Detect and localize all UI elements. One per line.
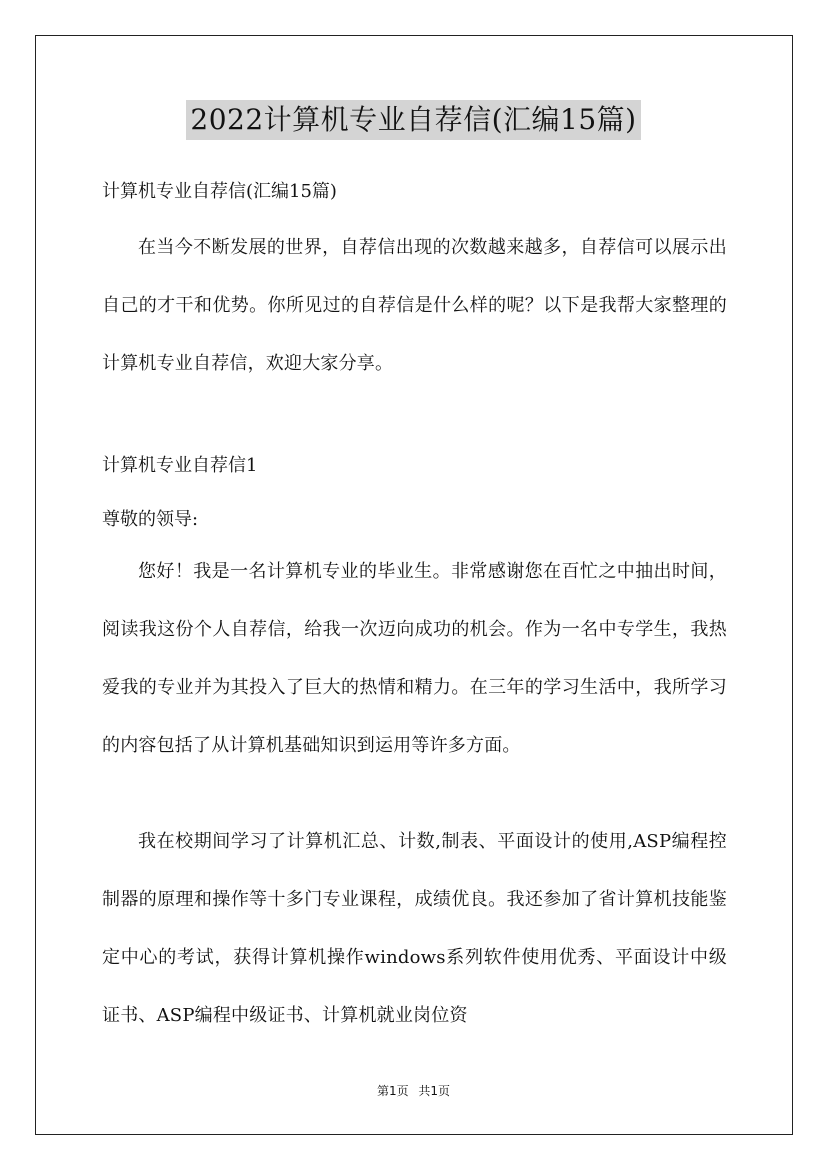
title-container: [0, 100, 827, 140]
page-total: 共1页: [418, 1084, 451, 1098]
body-paragraph-2: 我在校期间学习了计算机汇总、计数,制表、平面设计的使用,ASP编程控制器的原理和操作等十多门专业课程，成绩优良。我还参加了省计算机技能鉴定中心的考试，获得计算机操作windows系列软件使用优秀、平面设计中级证书、ASP编程中级证书、计算机就业岗位资: [102, 831, 727, 1026]
salutation: 尊敬的领导:: [102, 509, 199, 530]
section-heading: 计算机专业自荐信1: [102, 455, 258, 476]
document-title: 2022计算机专业自荐信(汇编15篇): [186, 100, 640, 140]
page-number: 第1页: [376, 1084, 409, 1098]
intro-paragraph: 在当今不断发展的世界，自荐信出现的次数越来越多，自荐信可以展示出自己的才干和优势。你所见过的自荐信是什么样的呢？以下是我帮大家整理的计算机专业自荐信，欢迎大家分享。: [102, 237, 727, 374]
page-footer: [0, 1082, 827, 1100]
body-paragraph-1: 您好！我是一名计算机专业的毕业生。非常感谢您在百忙之中抽出时间，阅读我这份个人自荐信，给我一次迈向成功的机会。作为一名中专学生，我热爱我的专业并为其投入了巨大的热情和精力。在三年的学习生活中，我所学习的内容包括了从计算机基础知识到运用等许多方面。: [102, 561, 727, 756]
subtitle: 计算机专业自荐信(汇编15篇): [102, 181, 337, 202]
